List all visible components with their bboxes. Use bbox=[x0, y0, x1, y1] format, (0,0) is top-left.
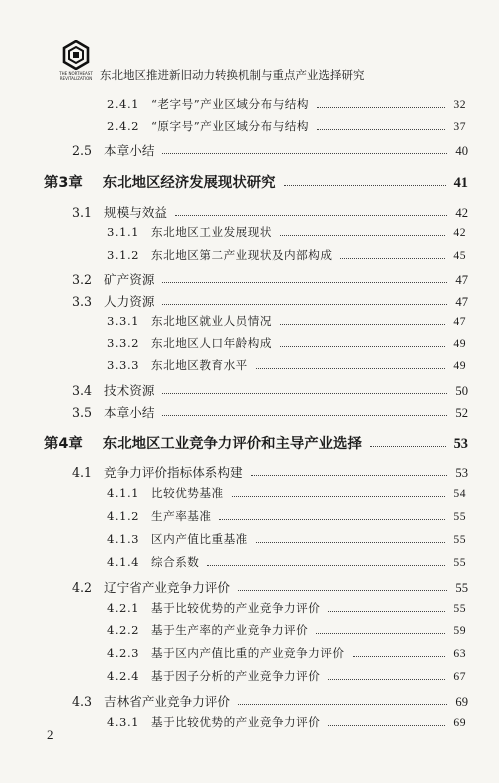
toc-entry[interactable] bbox=[107, 485, 466, 501]
toc-entry[interactable] bbox=[107, 508, 466, 524]
toc-entry[interactable] bbox=[72, 462, 468, 481]
toc-entry-number: 3.4 bbox=[72, 383, 93, 398]
toc-entry-number: 4.2.4 bbox=[107, 669, 139, 683]
toc-dot-leader bbox=[238, 703, 447, 705]
toc-entry-page: 47 bbox=[455, 295, 468, 309]
series-logo bbox=[56, 40, 96, 88]
toc-entry-number: 4.2.1 bbox=[107, 601, 139, 615]
toc-entry-title: “老字号”产业区域分布与结构 bbox=[151, 97, 309, 111]
toc-entry[interactable] bbox=[72, 140, 468, 159]
toc-entry[interactable] bbox=[107, 247, 466, 263]
toc-entry-title: 东北地区教育水平 bbox=[151, 358, 248, 372]
toc-entry-page: 55 bbox=[453, 556, 466, 569]
toc-entry[interactable] bbox=[107, 668, 466, 684]
toc-dot-leader bbox=[280, 323, 445, 325]
toc-entry-title: 区内产值比重基准 bbox=[151, 532, 248, 546]
toc-entry-title: 东北地区工业竞争力评价和主导产业选择 bbox=[102, 436, 362, 452]
toc-entry-number: 4.3.1 bbox=[107, 715, 139, 729]
page-header bbox=[56, 40, 479, 90]
toc-entry[interactable] bbox=[107, 714, 466, 730]
toc-entry[interactable] bbox=[107, 96, 466, 112]
toc-dot-leader bbox=[280, 234, 445, 236]
toc-entry[interactable] bbox=[72, 577, 468, 596]
toc-entry-title: 基于比较优势的产业竞争力评价 bbox=[151, 715, 321, 729]
toc-entry-title: 东北地区经济发展现状研究 bbox=[102, 175, 276, 191]
toc-entry-title: 矿产资源 bbox=[104, 272, 155, 287]
toc-dot-leader bbox=[317, 106, 445, 108]
toc-entry-page: 45 bbox=[453, 249, 466, 262]
toc-entry[interactable] bbox=[107, 600, 466, 616]
toc-entry-page: 55 bbox=[453, 602, 466, 615]
toc-entry-page: 41 bbox=[453, 175, 468, 191]
toc-entry-title: 基于比较优势的产业竞争力评价 bbox=[151, 601, 321, 615]
toc-entry-number: 3.1.2 bbox=[107, 248, 139, 262]
toc-entry-number: 4.1.2 bbox=[107, 509, 139, 523]
toc-dot-leader bbox=[162, 281, 447, 283]
toc-entry-title: 吉林省产业竞争力评价 bbox=[104, 694, 230, 709]
toc-entry[interactable] bbox=[72, 202, 468, 221]
toc-dot-leader bbox=[232, 495, 446, 497]
toc-dot-leader bbox=[219, 518, 445, 520]
toc-entry-page: 40 bbox=[455, 144, 468, 158]
toc-entry-number: 4.1 bbox=[72, 465, 93, 480]
toc-entry[interactable] bbox=[107, 622, 466, 638]
toc-entry-number: 3.3.2 bbox=[107, 336, 139, 350]
toc-dot-leader bbox=[162, 414, 447, 416]
toc-entry-number: 3.5 bbox=[72, 405, 93, 420]
hexagon-logo-icon bbox=[62, 40, 90, 70]
toc-entry-page: 32 bbox=[453, 98, 466, 111]
toc-dot-leader bbox=[280, 345, 445, 347]
logo-line-2: REVITALIZATION bbox=[59, 76, 93, 81]
logo-line-1: THE NORTHEAST bbox=[59, 71, 93, 76]
toc-entry-title: 东北地区就业人员情况 bbox=[151, 314, 272, 328]
toc-entry-title: 本章小结 bbox=[104, 143, 155, 158]
toc-entry-title: 基于因子分析的产业竞争力评价 bbox=[151, 669, 321, 683]
toc-entry-page: 53 bbox=[455, 466, 468, 480]
toc-entry[interactable] bbox=[107, 645, 466, 661]
toc-entry[interactable] bbox=[107, 118, 466, 134]
toc-entry-page: 37 bbox=[453, 120, 466, 133]
toc-entry-number: 3.1 bbox=[72, 205, 93, 220]
toc-dot-leader bbox=[162, 392, 447, 394]
toc-entry-title: “原字号”产业区域分布与结构 bbox=[151, 119, 309, 133]
toc-dot-leader bbox=[340, 257, 445, 259]
toc-entry-page: 67 bbox=[453, 670, 466, 683]
toc-entry-page: 54 bbox=[453, 487, 466, 500]
toc-entry-number: 4.2.2 bbox=[107, 623, 139, 637]
toc-dot-leader bbox=[316, 632, 445, 634]
toc-entry-number: 第4章 bbox=[44, 436, 83, 452]
toc-entry-page: 42 bbox=[453, 226, 466, 239]
toc-entry-page: 42 bbox=[455, 206, 468, 220]
toc-entry[interactable] bbox=[107, 357, 466, 373]
toc-entry-title: 东北地区第二产业现状及内部构成 bbox=[151, 248, 333, 262]
toc-entry-title: 规模与效益 bbox=[104, 205, 167, 220]
toc-dot-leader bbox=[207, 564, 445, 566]
toc-entry-number: 3.1.1 bbox=[107, 225, 139, 239]
toc-dot-leader bbox=[353, 655, 446, 657]
toc-entry-number: 2.4.2 bbox=[107, 119, 139, 133]
toc-entry-number: 3.2 bbox=[72, 272, 93, 287]
toc-entry-page: 55 bbox=[453, 510, 466, 523]
toc-entry[interactable] bbox=[107, 313, 466, 329]
toc-dot-leader bbox=[370, 445, 446, 447]
toc-entry-number: 4.1.3 bbox=[107, 532, 139, 546]
toc-entry-title: 辽宁省产业竞争力评价 bbox=[104, 580, 230, 595]
toc-entry-title: 基于生产率的产业竞争力评价 bbox=[151, 623, 309, 637]
toc-entry-page: 63 bbox=[453, 647, 466, 660]
toc-dot-leader bbox=[251, 474, 448, 476]
toc-entry-page: 47 bbox=[455, 273, 468, 287]
toc-entry-number: 4.2 bbox=[72, 580, 93, 595]
toc-dot-leader bbox=[162, 152, 447, 154]
toc-entry[interactable] bbox=[72, 291, 468, 310]
toc-entry[interactable] bbox=[44, 171, 468, 192]
toc-entry-page: 49 bbox=[453, 337, 466, 350]
toc-dot-leader bbox=[256, 541, 446, 543]
toc-entry-number: 4.1.1 bbox=[107, 486, 139, 500]
toc-entry-page: 47 bbox=[453, 315, 466, 328]
toc-entry[interactable] bbox=[72, 380, 468, 399]
toc-entry-title: 技术资源 bbox=[104, 383, 155, 398]
toc-entry-page: 55 bbox=[455, 581, 468, 595]
toc-dot-leader bbox=[328, 724, 445, 726]
toc-entry[interactable] bbox=[72, 269, 468, 288]
toc-dot-leader bbox=[256, 367, 446, 369]
toc-entry[interactable] bbox=[107, 335, 466, 351]
toc-entry-page: 50 bbox=[455, 384, 468, 398]
toc-entry-page: 55 bbox=[453, 533, 466, 546]
toc-entry-title: 东北地区人口年龄构成 bbox=[151, 336, 272, 350]
toc-entry-title: 东北地区工业发展现状 bbox=[151, 225, 272, 239]
toc-dot-leader bbox=[238, 589, 447, 591]
toc-entry-title: 综合系数 bbox=[151, 555, 200, 569]
toc-dot-leader bbox=[317, 128, 445, 130]
toc-entry-page: 53 bbox=[453, 436, 468, 452]
toc-entry[interactable] bbox=[44, 432, 468, 453]
toc-entry-title: 本章小结 bbox=[104, 405, 155, 420]
toc-entry-number: 3.3.3 bbox=[107, 358, 139, 372]
toc-entry-title: 基于区内产值比重的产业竞争力评价 bbox=[151, 646, 345, 660]
toc-entry[interactable] bbox=[72, 691, 468, 710]
book-title: 东北地区推进新旧动力转换机制与重点产业选择研究 bbox=[100, 68, 365, 82]
toc-entry-number: 3.3.1 bbox=[107, 314, 139, 328]
toc-entry-title: 比较优势基准 bbox=[151, 486, 224, 500]
toc-entry-number: 3.3 bbox=[72, 294, 93, 309]
toc-dot-leader bbox=[328, 610, 445, 612]
toc-entry-number: 2.5 bbox=[72, 143, 93, 158]
toc-entry-page: 49 bbox=[453, 359, 466, 372]
toc-entry-number: 4.2.3 bbox=[107, 646, 139, 660]
toc-entry-number: 4.3 bbox=[72, 694, 93, 709]
toc-entry-number: 2.4.1 bbox=[107, 97, 139, 111]
toc-entry[interactable] bbox=[107, 554, 466, 570]
toc-dot-leader bbox=[328, 678, 445, 680]
toc-entry-title: 生产率基准 bbox=[151, 509, 212, 523]
toc-dot-leader bbox=[162, 303, 447, 305]
toc-entry[interactable] bbox=[107, 224, 466, 240]
toc-entry-page: 52 bbox=[455, 406, 468, 420]
toc-entry-title: 人力资源 bbox=[104, 294, 155, 309]
toc-entry-number: 4.1.4 bbox=[107, 555, 139, 569]
toc-entry-title: 竞争力评价指标体系构建 bbox=[104, 465, 243, 480]
toc-dot-leader bbox=[175, 214, 447, 216]
toc-entry[interactable] bbox=[72, 402, 468, 421]
toc-dot-leader bbox=[284, 184, 446, 186]
toc-entry-page: 69 bbox=[455, 695, 468, 709]
toc-entry[interactable] bbox=[107, 531, 466, 547]
toc-entry-page: 69 bbox=[453, 716, 466, 729]
toc-entry-page: 59 bbox=[453, 624, 466, 637]
page-number: 2 bbox=[47, 727, 54, 742]
toc-entry-number: 第3章 bbox=[44, 175, 83, 191]
